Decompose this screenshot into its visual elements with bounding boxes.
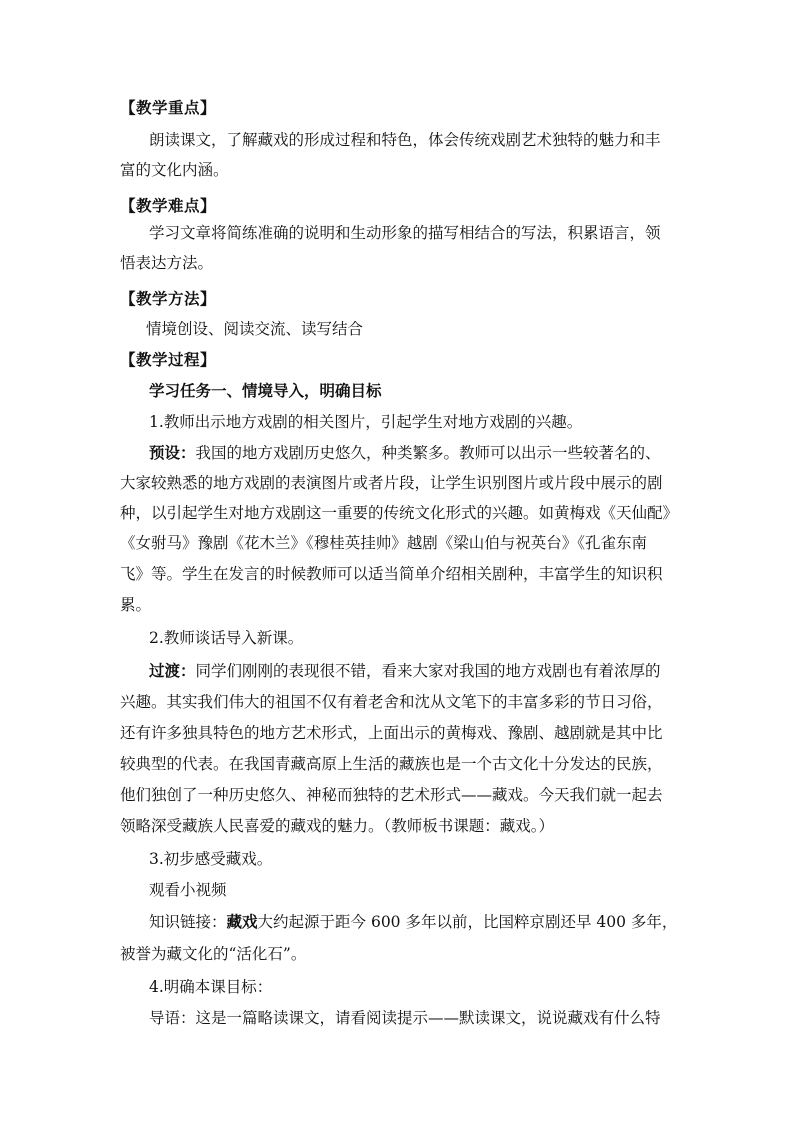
transition-line-5: 他们独创了一种历史悠久、神秘而独特的艺术形式——藏戏。今天我们就一起去	[120, 786, 663, 804]
methods-heading: 【教学方法】	[120, 289, 217, 308]
difficulties-line-1: 学习文章将简练准确的说明和生动形象的描写相结合的写法，积累语言，领	[149, 224, 661, 242]
guide-text: 导语：这是一篇略读课文，请看阅读提示——默读课文，说说藏戏有什么特	[149, 1009, 661, 1027]
preset-line-6: 累。	[120, 596, 152, 614]
transition-line-1	[149, 661, 661, 681]
knowledge-link-text: 大约起源于距今 600 多年以前，比国粹京剧还早 400 多年，	[257, 913, 678, 931]
key-points-line-1: 朗读课文，了解藏戏的形成过程和特色，体会传统戏剧艺术独特的魅力和丰	[149, 131, 661, 149]
step2-text: 2.教师谈话导入新课。	[149, 629, 304, 647]
transition-label: 过渡：	[149, 661, 196, 680]
transition-text: 同学们刚刚的表现很不错，看来大家对我国的地方戏剧也有着浓厚的	[195, 662, 661, 680]
key-points-heading: 【教学重点】	[120, 98, 217, 117]
difficulties-line-2: 悟表达方法。	[120, 254, 214, 272]
difficulties-heading: 【教学难点】	[120, 196, 217, 215]
methods-text: 情境创设、阅读交流、读写结合	[146, 320, 364, 338]
task1-title: 学习任务一、情境导入，明确目标	[149, 381, 382, 400]
preset-line-2: 大家较熟悉的地方戏剧的表演图片或者片段，让学生识别图片或片段中展示的剧	[120, 474, 663, 492]
video-text: 观看小视频	[149, 881, 227, 899]
preset-line-4: 《女驸马》豫剧《花木兰》《穆桂英挂帅》越剧《梁山伯与祝英台》《孔雀东南	[120, 534, 648, 552]
knowledge-link-label: 知识链接：	[149, 913, 227, 931]
knowledge-link-line-1	[149, 912, 677, 932]
step3-text: 3.初步感受藏戏。	[149, 850, 273, 868]
key-points-line-2: 富的文化内涵。	[120, 161, 229, 179]
process-heading: 【教学过程】	[120, 350, 217, 369]
transition-line-2: 兴趣。其实我们伟大的祖国不仅有着老舍和沈从文笔下的丰富多彩的节日习俗，	[120, 693, 663, 711]
transition-line-6: 领略深受藏族人民喜爱的藏戏的魅力。（教师板书课题：藏戏。）	[120, 817, 555, 835]
transition-line-4: 较典型的代表。在我国青藏高原上生活的藏族也是一个古文化十分发达的民族，	[120, 755, 663, 773]
knowledge-link-line-2: 被誉为藏文化的“活化石”。	[120, 945, 307, 963]
transition-line-3: 还有许多独具特色的地方艺术形式，上面出示的黄梅戏、豫剧、越剧就是其中比	[120, 724, 663, 742]
step1-text: 1.教师出示地方戏剧的相关图片，引起学生对地方戏剧的兴趣。	[149, 413, 583, 431]
preset-line-1	[149, 443, 661, 463]
preset-label: 预设：	[149, 443, 196, 462]
knowledge-link-term: 藏戏	[226, 912, 258, 931]
preset-line-3: 种，以引起学生对地方戏剧这一重要的传统文化形式的兴趣。如黄梅戏《天仙配》	[120, 504, 679, 522]
step4-text: 4.明确本课目标：	[149, 978, 273, 996]
preset-text: 我国的地方戏剧历史悠久，种类繁多。教师可以出示一些较著名的、	[195, 444, 661, 462]
preset-line-5: 飞》等。学生在发言的时候教师可以适当简单介绍相关剧种，丰富学生的知识积	[120, 565, 663, 583]
